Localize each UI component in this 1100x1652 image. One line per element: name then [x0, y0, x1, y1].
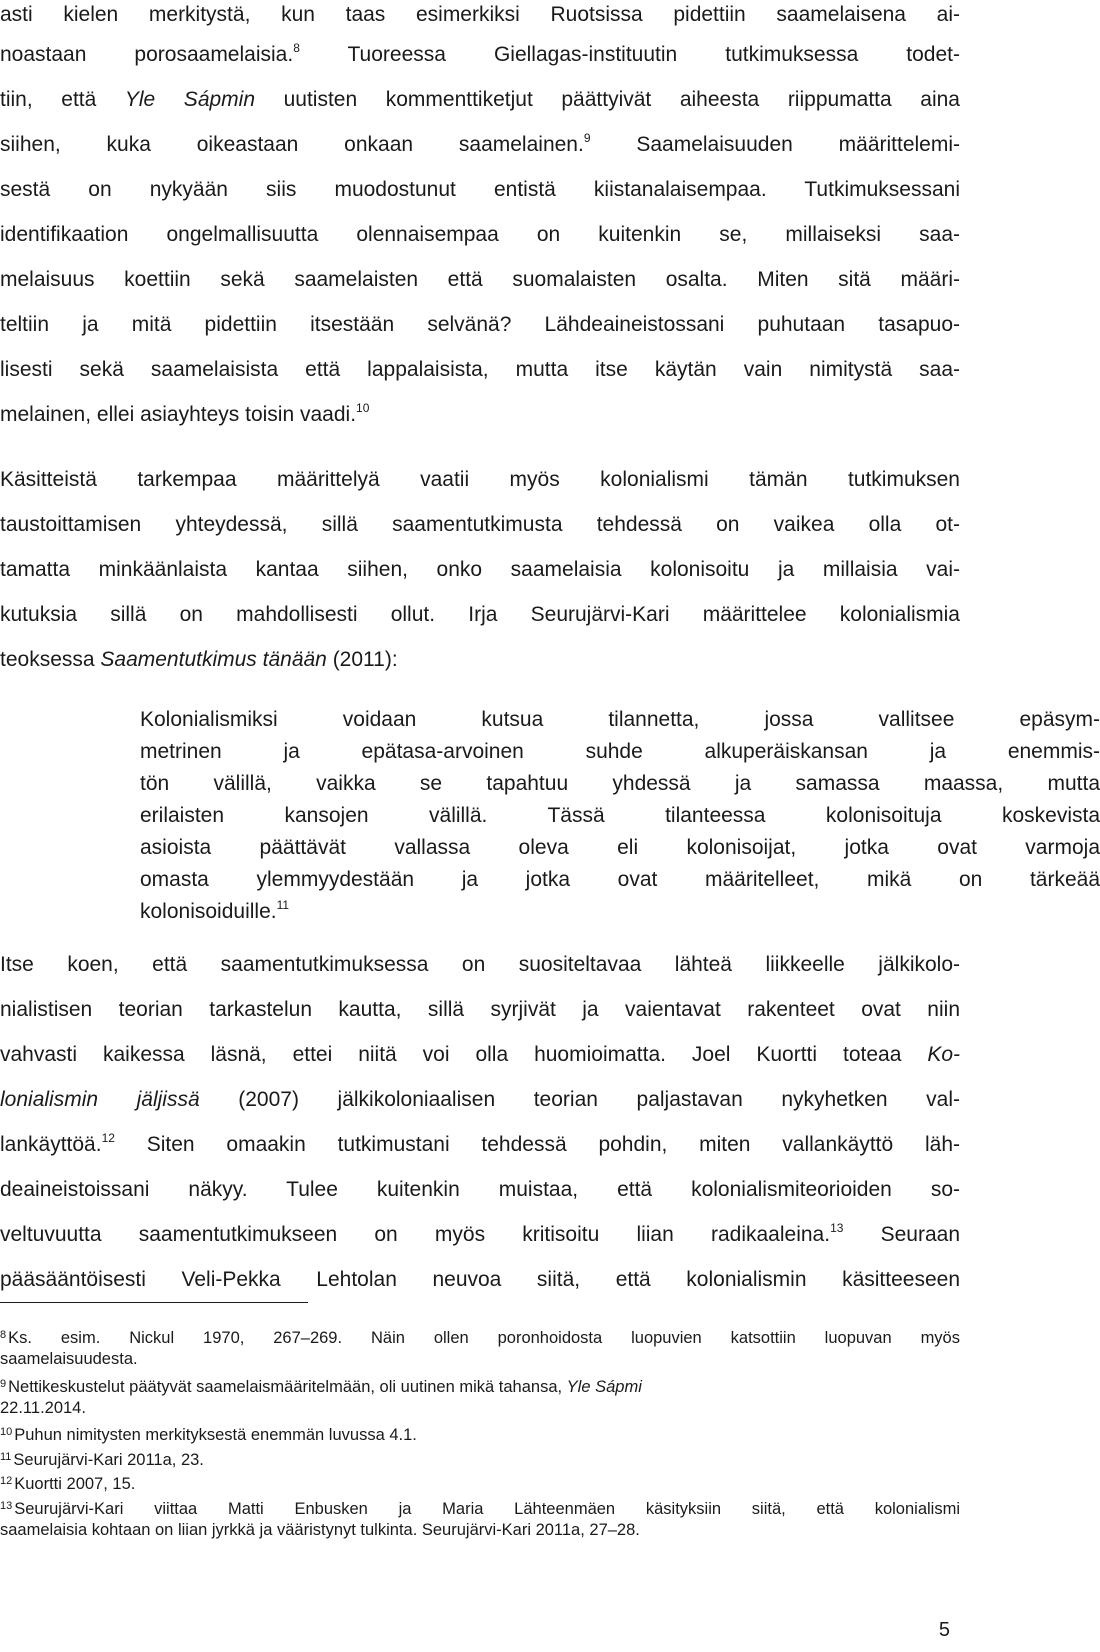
footnote-11: $^{11}$ Seurujärvi-Kari 2011a, 23. — [0, 1451, 204, 1469]
text-line: pääsääntöisesti Veli-Pekka Lehtolan neuvoa siitä, että kolonialismin käsitteeseen — [0, 1268, 960, 1291]
text-line: tiin, että Yle Sápmin uutisten kommenttiketjut päättyivät aiheesta riippumatta aina — [0, 88, 960, 111]
footnote-9-cont: 22.11.2014. — [0, 1399, 86, 1417]
quote-line: metrinen ja epätasa-arvoinen suhde alkuperäiskansan ja enemmis- — [140, 740, 1100, 763]
quote-line: Kolonialismiksi voidaan kutsua tilannetta, jossa vallitsee epäsym- — [140, 708, 1100, 731]
footnote-13: $^{13}$ Seurujärvi-Kari viittaa Matti Enbusken ja Maria Lähteenmäen käsityksiin siitä, että kolonialismi — [0, 1500, 960, 1518]
footnote-8-cont: saamelaisuudesta. — [0, 1350, 138, 1368]
text-line: Käsitteistä tarkempaa määrittelyä vaatii myös kolonialismi tämän tutkimuksen — [0, 468, 960, 491]
text-line: teltiin ja mitä pidettiin itsestään selvänä? Lähdeaineistossani puhutaan tasapuo- — [0, 313, 960, 336]
footnote-ref-9[interactable]: 9 — [583, 131, 591, 145]
footnote-ref-13[interactable]: 13 — [830, 1221, 844, 1235]
italic-title: Yle Sápmin — [124, 88, 256, 111]
text-line: melainen, ellei asiayhteys toisin vaadi.$^{10}$ — [0, 401, 370, 426]
text-line: veltuvuutta saamentutkimukseen on myös kritisoitu liian radikaaleina.$^{13}$ Seuraan — [0, 1221, 960, 1246]
italic-title: Ko- — [927, 1043, 960, 1066]
text-line: noastaan porosaamelaisia.$^8$ Tuoreessa Giellagas-instituutin tutkimuksessa todet- — [0, 41, 960, 66]
quote-line: kolonisoiduille.$^{11}$ — [140, 898, 290, 923]
text-line: teoksessa Saamentutkimus tänään (2011): — [0, 648, 398, 671]
footnote-12: $^{12}$ Kuortti 2007, 15. — [0, 1475, 136, 1493]
text-line: melaisuus koettiin sekä saamelaisten että suomalaisten osalta. Miten sitä määri- — [0, 268, 960, 291]
text-line: identifikaation ongelmallisuutta olennaisempaa on kuitenkin se, millaiseksi saa- — [0, 223, 960, 246]
text-line: taustoittamisen yhteydessä, sillä saamentutkimusta tehdessä on vaikea olla ot- — [0, 513, 960, 536]
footnote-8: $^8$ Ks. esim. Nickul 1970, 267–269. Näin ollen poronhoidosta luopuvien katsottiin luopuvan myös — [0, 1329, 960, 1347]
footnote-divider — [0, 1302, 308, 1303]
footnote-13-cont: saamelaisia kohtaan on liian jyrkkä ja vääristynyt tulkinta. Seurujärvi-Kari 2011a, 27–28. — [0, 1521, 640, 1539]
text-line: sestä on nykyään siis muodostunut entistä kiistanalaisempaa. Tutkimuksessani — [0, 178, 960, 201]
italic-title: Saamentutkimus tänään — [100, 648, 327, 671]
quote-line: asioista päättävät vallassa oleva eli kolonisoijat, jotka ovat varmoja — [140, 836, 1100, 859]
footnote-ref-11[interactable]: 11 — [276, 898, 290, 912]
footnote-9: $^9$ Nettikeskustelut päätyvät saamelaismääritelmään, oli uutinen mikä tahansa, Yle Sápmi — [0, 1378, 642, 1396]
footnote-10: $^{10}$ Puhun nimitysten merkityksestä enemmän luvussa 4.1. — [0, 1426, 417, 1444]
text-line: lankäyttöä.$^{12}$ Siten omaakin tutkimustani tehdessä pohdin, miten vallankäyttö läh- — [0, 1131, 960, 1156]
text-line: siihen, kuka oikeastaan onkaan saamelainen.$^9$ Saamelaisuuden määrittelemi- — [0, 131, 960, 156]
text-line: tamatta minkäänlaista kantaa siihen, onko saamelaisia kolonisoitu ja millaisia vai- — [0, 558, 960, 581]
page-number: 5 — [938, 1619, 950, 1641]
text-line: lonialismin jäljissä (2007) jälkikoloniaalisen teorian paljastavan nykyhetken val- — [0, 1088, 960, 1111]
italic-title: lonialismin jäljissä — [0, 1088, 200, 1111]
quote-line: erilaisten kansojen välillä. Tässä tilanteessa kolonisoituja koskevista — [140, 804, 1100, 827]
text-line: kutuksia sillä on mahdollisesti ollut. Irja Seurujärvi-Kari määrittelee kolonialismia — [0, 603, 960, 626]
text-line: asti kielen merkitystä, kun taas esimerkiksi Ruotsissa pidettiin saamelaisena ai- — [0, 3, 960, 26]
footnote-ref-10[interactable]: 10 — [356, 401, 370, 415]
text-line: Itse koen, että saamentutkimuksessa on suositeltavaa lähteä liikkeelle jälkikolo- — [0, 953, 960, 976]
footnote-ref-12[interactable]: 12 — [101, 1131, 115, 1145]
text-line: lisesti sekä saamelaisista että lappalaisista, mutta itse käytän vain nimitystä saa- — [0, 358, 960, 381]
text-line: vahvasti kaikessa läsnä, ettei niitä voi olla huomioimatta. Joel Kuortti toteaa Ko- — [0, 1043, 960, 1066]
footnote-ref-8[interactable]: 8 — [293, 41, 300, 55]
text-line: deaineistoissani näkyy. Tulee kuitenkin muistaa, että kolonialismiteorioiden so- — [0, 1178, 960, 1201]
quote-line: tön välillä, vaikka se tapahtuu yhdessä ja samassa maassa, mutta — [140, 772, 1100, 795]
quote-line: omasta ylemmyydestään ja jotka ovat määritelleet, mikä on tärkeää — [140, 868, 1100, 891]
text-line: nialistisen teorian tarkastelun kautta, sillä syrjivät ja vaientavat rakenteet ovat niin — [0, 998, 960, 1021]
